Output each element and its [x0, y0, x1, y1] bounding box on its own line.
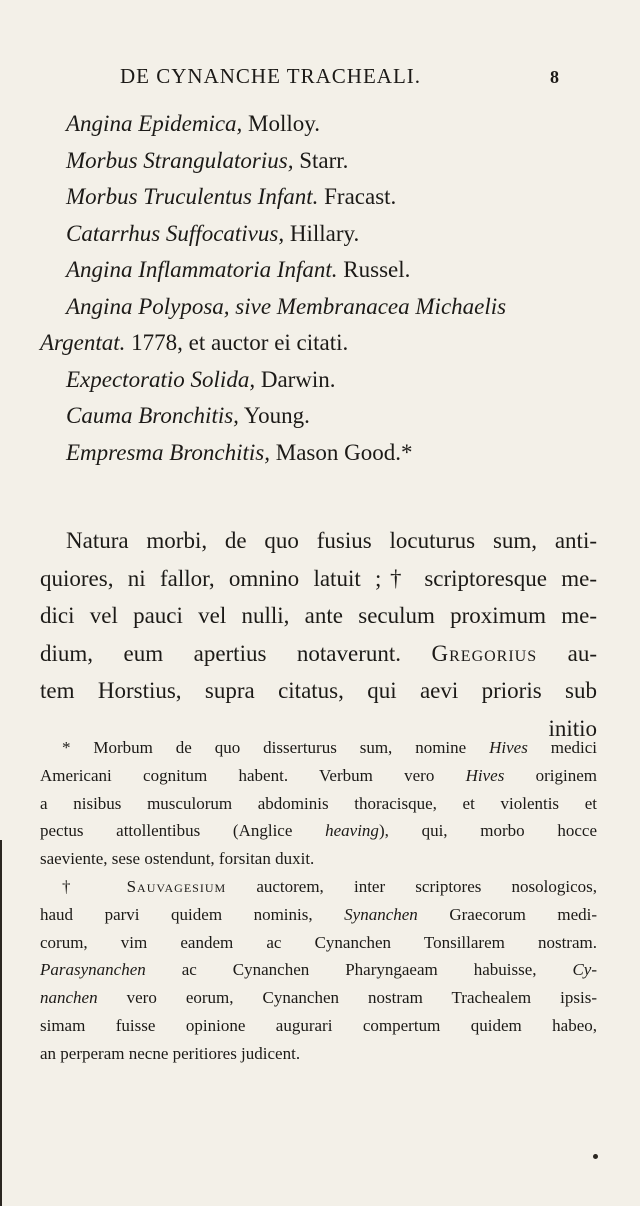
synonym-entry-continued	[40, 325, 600, 362]
footnote-text: auctorem, inter scriptores nosologicos,	[226, 876, 598, 896]
footnote-term: Hives	[489, 738, 528, 757]
synonym-name: Angina Inflammatoria Infant.	[66, 257, 338, 282]
body-line: Natura morbi, de quo fusius locuturus sum, anti-	[66, 528, 597, 553]
author-name-gregorius: Gregorius	[431, 640, 538, 666]
synonym-name: Morbus Truculentus Infant.	[66, 184, 319, 209]
synonym-name: Morbus Strangulatorius,	[66, 147, 294, 173]
footnote-term: heaving	[325, 821, 379, 841]
footnote-term: Hives	[465, 765, 505, 785]
footnote-line	[40, 734, 597, 762]
synonym-entry	[40, 143, 600, 180]
synonym-author: Russel.	[343, 257, 411, 282]
page-edge-shadow	[0, 840, 2, 1206]
synonym-entry	[40, 289, 600, 326]
running-title: DE CYNANCHE TRACHEALI.	[120, 64, 422, 88]
synonym-name: Angina Polyposa, sive Membranacea Michaelis	[66, 293, 507, 319]
body-line: dici vel pauci vel nulli, ante seculum proximum me-	[40, 603, 597, 628]
synonym-name: Argentat.	[40, 330, 126, 355]
footnote-line	[40, 817, 597, 845]
footnote-text: originem	[535, 765, 598, 785]
running-header	[120, 64, 560, 89]
synonym-author: 1778, et auctor ei citati.	[131, 330, 349, 355]
catchword: initio	[548, 715, 597, 741]
footnote-term: Parasynanchen	[40, 960, 146, 980]
footnote-term: nanchen	[40, 988, 98, 1008]
synonym-author: Young.	[243, 403, 310, 428]
footnote-text: ac Cynanchen Pharyngaeam habuisse,	[181, 960, 537, 980]
footnote-text: ), qui, morbo hocce	[378, 821, 597, 841]
footnote-line: a nisibus musculorum abdominis thoracisque, et violentis et	[40, 793, 597, 813]
body-line: tem Horstius, supra citatus, qui aevi prioris sub	[40, 678, 597, 703]
body-fragment: au-	[567, 640, 598, 666]
footnote-line	[40, 956, 597, 984]
synonym-name: Angina Epidemica,	[66, 111, 243, 136]
footnote-line: corum, vim eandem ac Cynanchen Tonsillarem nostram.	[40, 932, 597, 952]
body-line: quiores, ni fallor, omnino latuit ;† scriptoresque me-	[40, 565, 597, 591]
footnote-text: pectus attollentibus (Anglice	[40, 821, 293, 841]
synonym-author: Mason Good.*	[275, 439, 413, 465]
synonym-entry	[40, 216, 600, 253]
synonym-list	[40, 106, 600, 471]
footnote-text: Graecorum medi-	[449, 904, 598, 924]
footnote-text: Americani cognitum habent. Verbum vero	[40, 765, 435, 785]
footnote-line	[40, 901, 597, 929]
synonym-entry	[40, 362, 600, 399]
synonym-entry	[40, 179, 600, 216]
synonym-entry	[40, 252, 600, 289]
synonym-entry	[40, 435, 600, 472]
synonym-author: Darwin.	[260, 366, 336, 392]
ink-mark	[593, 1154, 598, 1159]
synonym-name: Expectoratio Solida,	[66, 366, 256, 392]
synonym-author: Hillary.	[289, 220, 360, 246]
footnote-text: * Morbum de quo disserturus sum, nomine	[62, 738, 467, 757]
footnote-line	[40, 873, 597, 901]
footnote-line	[40, 984, 597, 1012]
page-marker: 8	[550, 67, 560, 87]
footnote-text: †	[62, 876, 127, 896]
body-line	[40, 635, 597, 673]
main-paragraph	[40, 522, 597, 747]
author-name-sauvagesium: Sauvagesium	[126, 876, 227, 896]
footnote-text: vero eorum, Cynanchen nostram Trachealem ipsis-	[126, 988, 597, 1008]
synonym-name: Catarrhus Suffocativus,	[66, 220, 285, 246]
footnote-term: Synanchen	[344, 904, 418, 924]
synonym-name: Cauma Bronchitis,	[66, 403, 239, 428]
footnote-text: haud parvi quidem nominis,	[40, 904, 313, 924]
footnote-line: simam fuisse opinione augurari compertum quidem habeo,	[40, 1015, 597, 1035]
synonym-entry	[40, 398, 600, 435]
synonym-name: Empresma Bronchitis,	[66, 439, 271, 465]
footnote-term: Cy-	[572, 960, 598, 980]
footnote-line: saeviente, sese ostendunt, forsitan duxit.	[40, 849, 315, 869]
synonym-author: Molloy.	[248, 111, 321, 136]
footnote-line: an perperam necne peritiores judicent.	[40, 1043, 301, 1063]
synonym-author: Starr.	[299, 147, 349, 173]
footnotes	[40, 734, 597, 1068]
footnote-line	[40, 762, 597, 790]
synonym-entry	[40, 106, 600, 143]
synonym-author: Fracast.	[324, 184, 397, 209]
footnote-text: medici	[550, 738, 597, 757]
body-fragment: dium, eum apertius notaverunt.	[40, 640, 402, 666]
